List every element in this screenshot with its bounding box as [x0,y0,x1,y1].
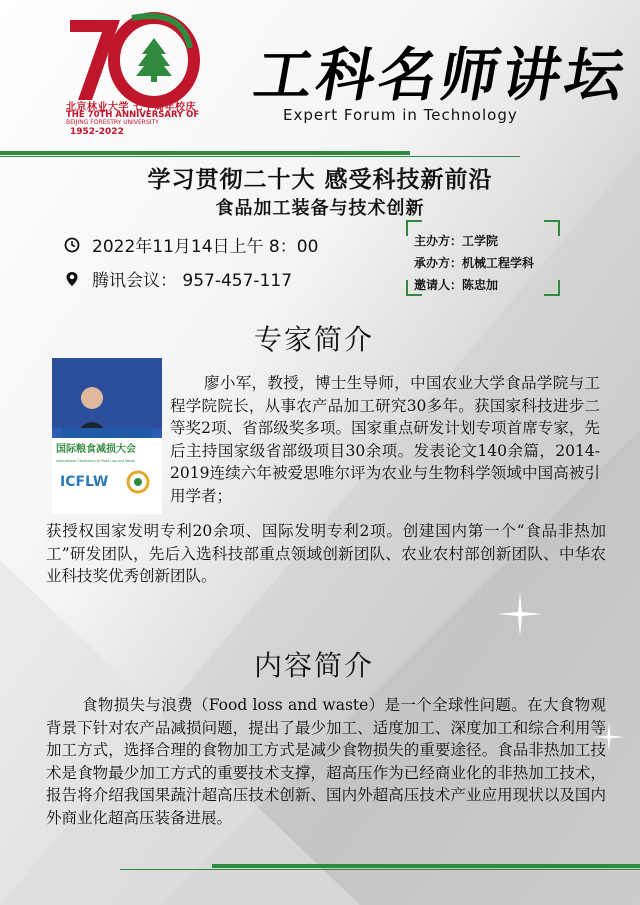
forum-subtitle: Expert Forum in Technology [283,106,518,124]
bottom-divider-thin [120,869,640,870]
organizer-box [406,220,560,296]
bottom-divider [212,864,640,868]
topic-title: 学习贯彻二十大 感受科技新前沿 [147,167,493,193]
expert-photo [52,358,162,514]
expert-bio-paragraph-2: 获授权国家发明专利20余项、国际发明专利2项。创建国内第一个“食品非热加工”研发团队，先后入选科技部重点领域创新团队、农业农村部创新团队、中华农业科技奖优秀创新团队。 [46,522,606,585]
event-meeting-id: 腾讯会议： 957-457-117 [92,271,293,291]
content-paragraph: 食物损失与浪费（Food loss and waste）是一个全球性问题。在大食物观背景下针对农产品减损问题，提出了最少加工、适度加工、深度加工和综合利用等加工方式，选择合理的食物加工方式是减少食物损失的重要途径。食品非热加工技术是食物最少加工方式的重要技术支撑，超高压作为已经商业化的非热加工技术，报告将介绍我国果蔬汁超高压技术创新、国内外超高压技术产业应用现状以及国内外商业化超高压装备进展。 [46,696,606,827]
forum-title: 工科名师讲坛 [249,41,634,109]
photo-banner-en: International Conference on Food Loss and Waste [56,459,136,463]
logo-caption-cn: 北京林业大学 七十周年校庆 [66,102,196,113]
expert-section-title: 专家简介 [253,323,374,356]
photo-logo: ICFLW [60,474,109,490]
organizer-inviter: 邀请人：陈忠加 [414,278,499,292]
event-meeting-row [64,266,292,291]
organizer-co-host: 承办方：机械工程学科 [414,256,535,270]
logo-caption-en: THE 70TH ANNIVERSARY OF [66,110,200,120]
top-divider [0,151,410,155]
location-pin-icon [64,271,80,287]
organizer-host: 主办方：工学院 [414,234,499,248]
logo-caption-university: BEIJING FORESTRY UNIVERSITY [66,119,159,126]
sparkle-icon [498,592,542,636]
photo-banner: 国际粮食减损大会 [56,444,136,455]
topic-subtitle: 食品加工装备与技术创新 [215,198,425,219]
clock-icon [64,237,80,253]
top-divider-thin [0,156,520,157]
event-date-row [64,232,318,257]
logo-caption-years: 1952-2022 [70,127,124,137]
content-section-title: 内容简介 [253,649,374,682]
event-date: 2022年11月14日上午 8：00 [92,237,319,257]
expert-bio-paragraph-1: 廖小军，教授，博士生导师，中国农业大学食品学院与工程学院院长，从事农产品加工研究30多年。获国家科技进步二等奖2项、省部级奖多项。国家重点研发计划专项首席专家，先后主持国家级省部级项目30余项。发表论文140余篇，2014-2019连续六年被爱思唯尔评为农业与生物科学领域中国高被引用学者； [170,374,600,505]
